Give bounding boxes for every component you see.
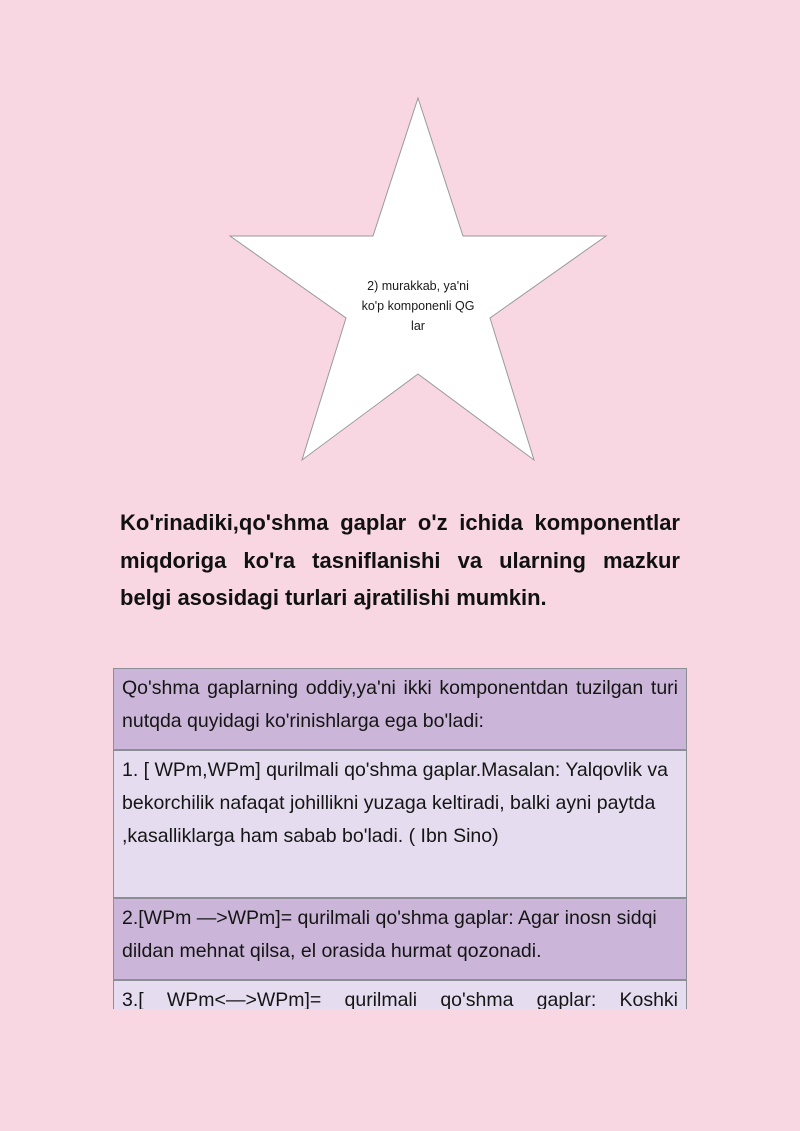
table-row: 2.[WPm —>WPm]= qurilmali qo'shma gaplar: Agar inosn sidqi dildan mehnat qilsa, el orasida hurmat qozonadi. xyxy=(114,899,686,981)
table-row: 1. [ WPm,WPm] qurilmali qo'shma gaplar.Masalan: Yalqovlik va bekorchilik nafaqat johillikni yuzaga keltiradi, balki ayni paytda ,kasalliklarga ham sabab bo'ladi. ( Ibn Sino) xyxy=(114,751,686,899)
star-label-line: 2) murakkab, ya'ni xyxy=(367,279,469,293)
table-row: Qo'shma gaplarning oddiy,ya'ni ikki komponentdan tuzilgan turi nutqda quyidagi ko'rinishlarga ega bo'ladi: xyxy=(114,669,686,751)
star-label-line: ko'p komponenli QG xyxy=(361,299,475,313)
intro-paragraph: Ko'rinadiki,qo'shma gaplar o'z ichida komponentlar miqdoriga ko'ra tasniflanishi va ularning mazkur belgi asosidagi turlari ajratilishi mumkin. xyxy=(120,510,680,610)
star-label-line: lar xyxy=(411,319,425,333)
star-label xyxy=(356,276,480,336)
star-shape xyxy=(228,96,608,464)
content-table xyxy=(113,668,687,1009)
table-row: 3.[ WPm<—>WPm]= qurilmali qo'shma gaplar: Koshki xyxy=(114,981,686,1009)
